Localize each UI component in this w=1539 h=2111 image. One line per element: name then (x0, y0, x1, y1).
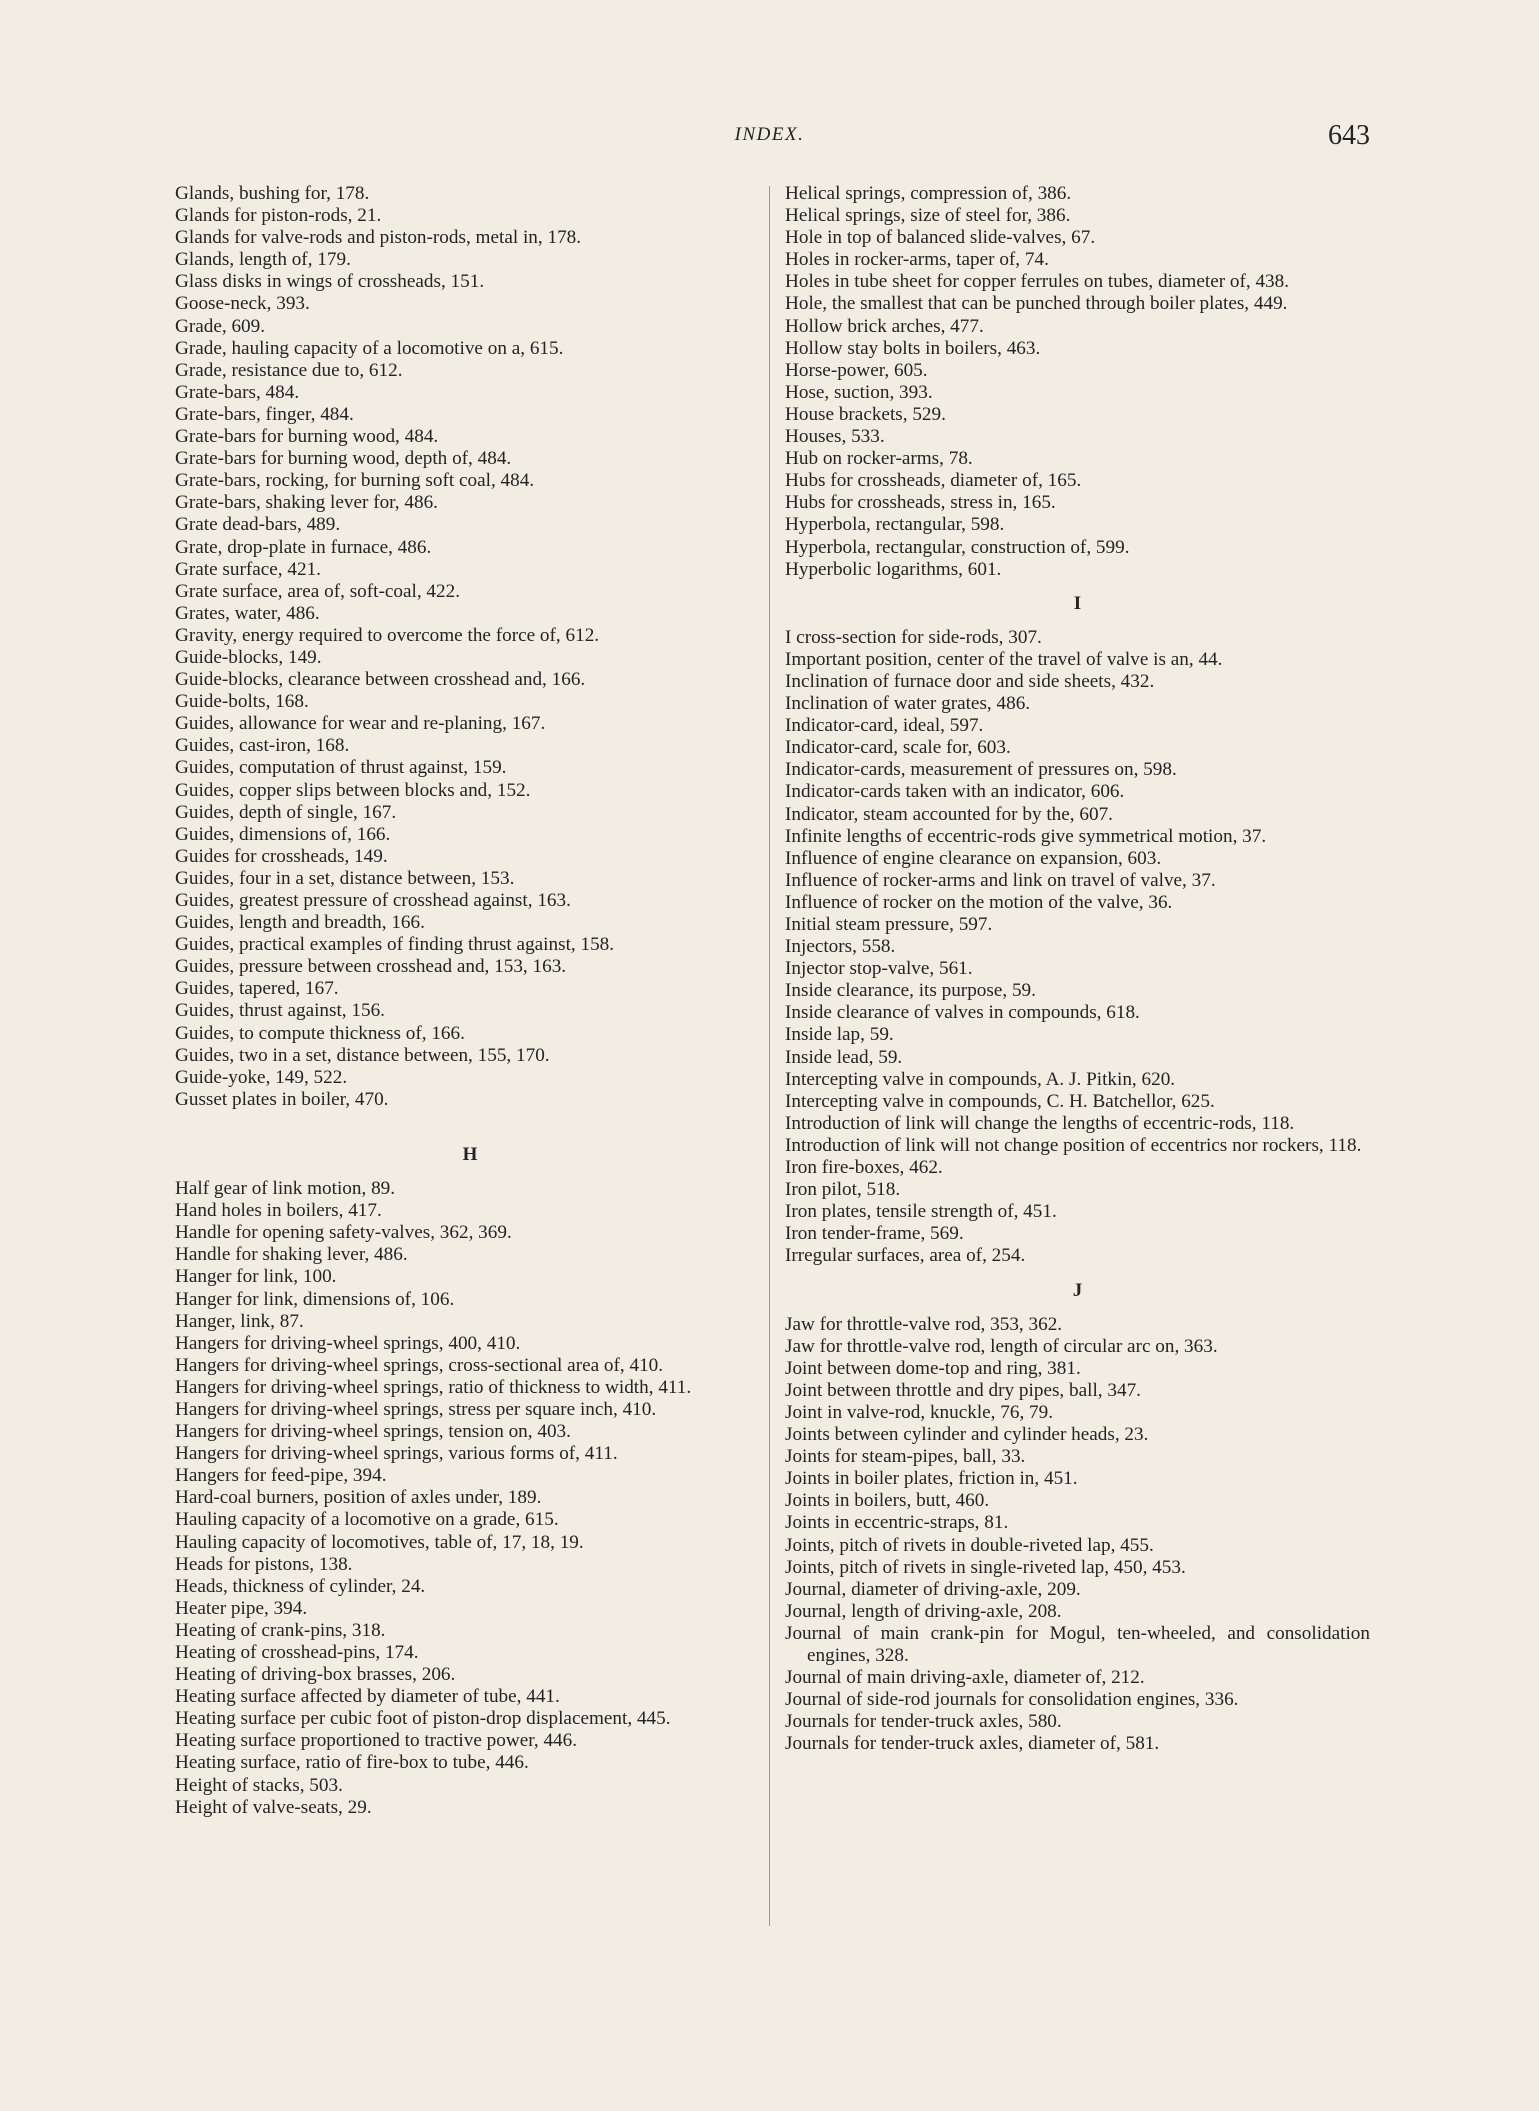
index-entry: Guide-yoke, 149, 522. (175, 1066, 348, 1088)
index-entry: Gusset plates in boiler, 470. (175, 1088, 389, 1110)
index-entry: Journal, diameter of driving-axle, 209. (785, 1578, 1081, 1600)
index-entry: Joints, pitch of rivets in single-riveted lap, 450, 453. (785, 1556, 1186, 1578)
index-entry: Inside clearance, its purpose, 59. (785, 980, 1036, 1002)
index-entry: Grate surface, 421. (175, 558, 321, 580)
index-entry: Intercepting valve in compounds, C. H. Batchellor, 625. (785, 1090, 1215, 1112)
index-entry: Hangers for driving-wheel springs, various forms of, 411. (175, 1443, 618, 1465)
index-entry: Heating surface affected by diameter of tube, 441. (175, 1686, 560, 1708)
index-entry: Hand holes in boilers, 417. (175, 1200, 382, 1222)
index-entry: Journals for tender-truck axles, 580. (785, 1711, 1062, 1733)
index-entry: Joints in boiler plates, friction in, 451. (785, 1468, 1078, 1490)
index-entry: Hub on rocker-arms, 78. (785, 448, 973, 470)
index-entry: Handle for opening safety-valves, 362, 369. (175, 1222, 512, 1244)
index-entry: Hard-coal burners, position of axles under, 189. (175, 1487, 542, 1509)
index-entry: Iron pilot, 518. (785, 1179, 901, 1201)
index-entry: Inside lap, 59. (785, 1024, 894, 1046)
index-entry: Injectors, 558. (785, 936, 896, 958)
index-entry: Intercepting valve in compounds, A. J. Pitkin, 620. (785, 1068, 1176, 1090)
index-entry: Journal, length of driving-axle, 208. (785, 1600, 1062, 1622)
index-entry: Glands, bushing for, 178. (175, 183, 370, 204)
index-entry: Hyperbolic logarithms, 601. (785, 558, 1002, 580)
index-entry: Hanger for link, 100. (175, 1266, 337, 1288)
index-entry: Hanger for link, dimensions of, 106. (175, 1288, 455, 1310)
index-entry: Guides, length and breadth, 166. (175, 912, 425, 934)
i-entries (785, 627, 1370, 1268)
index-entry: Holes in rocker-arms, taper of, 74. (785, 249, 1049, 271)
index-entry: Influence of rocker-arms and link on travel of valve, 37. (785, 869, 1216, 891)
index-entry: Glass disks in wings of crossheads, 151. (175, 271, 485, 293)
index-entry: Guide-blocks, 149. (175, 646, 322, 668)
index-entry: Guides for crossheads, 149. (175, 845, 388, 867)
index-entry: Introduction of link will change the lengths of eccentric-rods, 118. (785, 1112, 1295, 1134)
index-entry: Gravity, energy required to overcome the force of, 612. (175, 624, 600, 646)
index-entry: Hangers for driving-wheel springs, 400, 410. (175, 1332, 521, 1354)
index-entry: Guides, dimensions of, 166. (175, 823, 391, 845)
index-entry: Grade, hauling capacity of a locomotive on a, 615. (175, 337, 564, 359)
section-letter-h: H (462, 1143, 478, 1165)
index-entry: Hanger, link, 87. (175, 1310, 304, 1332)
index-entry: Hole in top of balanced slide-valves, 67. (785, 227, 1096, 249)
index-entry: Journal of side-rod journals for consolidation engines, 336. (785, 1689, 1239, 1711)
index-entry: Hubs for crossheads, stress in, 165. (785, 492, 1056, 514)
index-entry: Glands for piston-rods, 21. (175, 205, 382, 227)
index-entry: Guides, cast-iron, 168. (175, 735, 350, 757)
index-entry: Indicator-cards taken with an indicator, 606. (785, 781, 1125, 803)
index-entry: Grate-bars for burning wood, 484. (175, 426, 439, 448)
index-entry: Jaw for throttle-valve rod, length of circular arc on, 363. (785, 1335, 1218, 1357)
index-entry: Grate-bars, 484. (175, 381, 300, 403)
index-entry: Hangers for feed-pipe, 394. (175, 1465, 387, 1487)
index-entry: Iron plates, tensile strength of, 451. (785, 1201, 1057, 1223)
index-entry: Guide-bolts, 168. (175, 691, 309, 713)
left-column (175, 183, 765, 1819)
section-letter-j: J (1072, 1279, 1083, 1301)
index-entry: Houses, 533. (785, 426, 885, 448)
index-entry: Hangers for driving-wheel springs, stress per square inch, 410. (175, 1398, 657, 1420)
index-entry: Guides, copper slips between blocks and, 152. (175, 779, 531, 801)
index-entry: Joint between dome-top and ring, 381. (785, 1357, 1081, 1379)
index-entry: Journals for tender-truck axles, diameter of, 581. (785, 1733, 1160, 1755)
index-entry: Irregular surfaces, area of, 254. (785, 1245, 1026, 1267)
index-entry: Jaw for throttle-valve rod, 353, 362. (785, 1313, 1063, 1335)
index-entry: I cross-section for side-rods, 307. (785, 626, 1042, 648)
right-column (785, 183, 1370, 1755)
column-divider (769, 186, 770, 1926)
index-entry: Guides, thrust against, 156. (175, 1000, 385, 1022)
index-entry: Important position, center of the travel of valve is an, 44. (785, 648, 1223, 670)
index-entry: Indicator-cards, measurement of pressures on, 598. (785, 759, 1177, 781)
index-entry: Grate-bars, finger, 484. (175, 403, 354, 425)
section-letter-i: I (1073, 592, 1082, 614)
index-entry: Indicator, steam accounted for by the, 607. (785, 803, 1113, 825)
index-entry: Joints, pitch of rivets in double-riveted lap, 455. (785, 1534, 1154, 1556)
index-entry: Glands for valve-rods and piston-rods, metal in, 178. (175, 227, 582, 249)
h-entries-left (175, 1178, 765, 1819)
index-entry: Grate-bars, shaking lever for, 486. (175, 492, 438, 514)
index-entry: Height of valve-seats, 29. (175, 1796, 372, 1818)
index-entry: Grate-bars for burning wood, depth of, 484. (175, 448, 512, 470)
index-entry: Grade, resistance due to, 612. (175, 359, 403, 381)
index-entry: Grate surface, area of, soft-coal, 422. (175, 580, 461, 602)
running-title: INDEX. (734, 124, 805, 145)
index-entry: Joints in eccentric-straps, 81. (785, 1512, 1009, 1534)
index-entry: Influence of engine clearance on expansion, 603. (785, 847, 1162, 869)
index-entry: Joint between throttle and dry pipes, ball, 347. (785, 1379, 1141, 1401)
index-entry: Heater pipe, 394. (175, 1597, 308, 1619)
index-entry: Heads, thickness of cylinder, 24. (175, 1575, 426, 1597)
index-entry: Infinite lengths of eccentric-rods give symmetrical motion, 37. (785, 825, 1267, 847)
g-entries (175, 183, 765, 1111)
index-entry: Guides, pressure between crosshead and, 153, 163. (175, 956, 567, 978)
index-entry: Height of stacks, 503. (175, 1774, 343, 1796)
index-entry: Guides, to compute thickness of, 166. (175, 1022, 465, 1044)
index-entry: Joints in boilers, butt, 460. (785, 1490, 990, 1512)
index-entry: Grade, 609. (175, 315, 266, 337)
index-entry: House brackets, 529. (785, 403, 946, 425)
index-entry: Guides, allowance for wear and re-planing, 167. (175, 713, 546, 735)
index-entry: Iron tender-frame, 569. (785, 1223, 964, 1245)
index-entry: Joints for steam-pipes, ball, 33. (785, 1446, 1026, 1468)
index-entry: Heating surface per cubic foot of piston-drop displacement, 445. (175, 1708, 671, 1730)
index-entry: Initial steam pressure, 597. (785, 914, 993, 935)
index-entry: Guide-blocks, clearance between crosshead and, 166. (175, 669, 586, 691)
index-entry: Hangers for driving-wheel springs, ratio of thickness to width, 411. (175, 1376, 692, 1398)
index-entry: Grate dead-bars, 489. (175, 514, 341, 536)
index-entry: Hole, the smallest that can be punched through boiler plates, 449. (785, 293, 1288, 315)
index-entry: Indicator-card, ideal, 597. (785, 715, 984, 737)
index-entry: Hollow stay bolts in boilers, 463. (785, 337, 1041, 359)
index-entry: Hauling capacity of locomotives, table of, 17, 18, 19. (175, 1531, 584, 1553)
index-entry: Inside lead, 59. (785, 1046, 903, 1068)
index-entry: Journal of main driving-axle, diameter of, 212. (785, 1667, 1145, 1689)
index-entry: Hyperbola, rectangular, construction of, 599. (785, 536, 1130, 558)
index-entry: Joint in valve-rod, knuckle, 76, 79. (785, 1401, 1054, 1423)
index-entry: Indicator-card, scale for, 603. (785, 737, 1011, 759)
index-entry: Hauling capacity of a locomotive on a grade, 615. (175, 1509, 559, 1531)
index-entry: Hangers for driving-wheel springs, cross-sectional area of, 410. (175, 1354, 664, 1376)
index-entry: Hollow brick arches, 477. (785, 315, 984, 337)
index-entry: Iron fire-boxes, 462. (785, 1157, 943, 1179)
index-entry: Guides, tapered, 167. (175, 978, 339, 1000)
index-entry: Journal of main crank-pin for Mogul, ten-wheeled, and consolidation engines, 328. (785, 1622, 1370, 1666)
index-entry: Grates, water, 486. (175, 602, 320, 624)
index-entry: Inclination of water grates, 486. (785, 693, 1031, 715)
index-entry: Heating surface proportioned to tractive power, 446. (175, 1730, 578, 1752)
index-entry: Horse-power, 605. (785, 359, 928, 381)
index-entry: Guides, greatest pressure of crosshead against, 163. (175, 890, 571, 911)
index-entry: Guides, practical examples of finding thrust against, 158. (175, 934, 615, 956)
index-entry: Grate-bars, rocking, for burning soft coal, 484. (175, 470, 535, 492)
index-entry: Injector stop-valve, 561. (785, 958, 973, 980)
index-entry: Helical springs, compression of, 386. (785, 183, 1072, 204)
index-entry: Inside clearance of valves in compounds, 618. (785, 1002, 1140, 1024)
index-entry: Hubs for crossheads, diameter of, 165. (785, 470, 1082, 492)
index-entry: Introduction of link will not change position of eccentrics nor rockers, 118. (785, 1134, 1362, 1156)
index-entry: Glands, length of, 179. (175, 249, 351, 271)
index-entry: Grate, drop-plate in furnace, 486. (175, 536, 432, 558)
index-entry: Goose-neck, 393. (175, 293, 310, 315)
index-entry: Hangers for driving-wheel springs, tension on, 403. (175, 1421, 571, 1443)
index-entry: Heating of crosshead-pins, 174. (175, 1642, 419, 1663)
index-entry: Guides, four in a set, distance between, 153. (175, 867, 515, 889)
index-entry: Hose, suction, 393. (785, 381, 933, 403)
index-entry: Helical springs, size of steel for, 386. (785, 205, 1071, 227)
index-entry: Heating surface, ratio of fire-box to tube, 446. (175, 1752, 529, 1774)
index-entry: Heads for pistons, 138. (175, 1553, 353, 1575)
index-entry: Influence of rocker on the motion of the valve, 36. (785, 891, 1173, 913)
index-entry: Handle for shaking lever, 486. (175, 1244, 408, 1266)
index-entry: Heating of driving-box brasses, 206. (175, 1664, 456, 1686)
index-entry: Guides, computation of thrust against, 159. (175, 757, 507, 779)
index-entry: Joints between cylinder and cylinder heads, 23. (785, 1424, 1149, 1446)
h-entries-right (785, 183, 1370, 581)
j-entries (785, 1314, 1370, 1756)
index-entry: Inclination of furnace door and side sheets, 432. (785, 670, 1155, 692)
index-entry: Hyperbola, rectangular, 598. (785, 514, 1005, 536)
index-entry: Guides, two in a set, distance between, 155, 170. (175, 1044, 550, 1066)
index-entry: Heating of crank-pins, 318. (175, 1619, 386, 1641)
index-entry: Half gear of link motion, 89. (175, 1178, 396, 1200)
index-entry: Holes in tube sheet for copper ferrules on tubes, diameter of, 438. (785, 271, 1290, 293)
index-entry: Guides, depth of single, 167. (175, 801, 397, 823)
page-number: 643 (1328, 120, 1370, 151)
